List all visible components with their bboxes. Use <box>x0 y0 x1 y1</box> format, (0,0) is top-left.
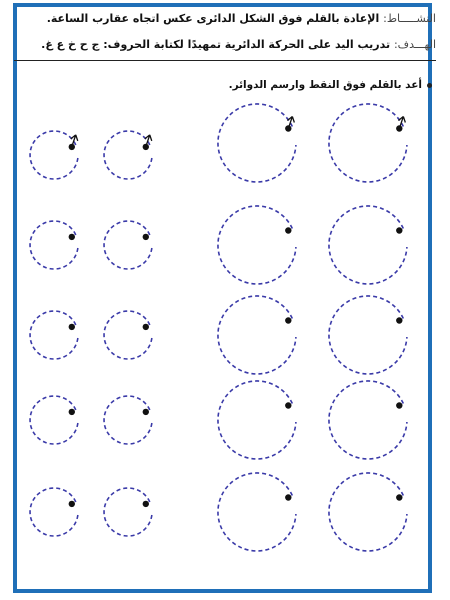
dashed-circle-path <box>104 221 152 269</box>
start-dot-icon <box>285 402 291 408</box>
tracing-circle[interactable] <box>104 488 152 536</box>
dashed-circle-path <box>30 488 78 536</box>
start-dot-icon <box>285 227 291 233</box>
tracing-circle[interactable] <box>104 396 152 444</box>
tracing-circle[interactable] <box>30 311 78 359</box>
dashed-circle-path <box>30 311 78 359</box>
dashed-circle-path <box>329 381 407 459</box>
tracing-circle[interactable] <box>104 131 152 179</box>
dashed-circle-path <box>104 311 152 359</box>
dashed-circle-path <box>329 104 407 182</box>
tracing-circle[interactable] <box>329 206 407 284</box>
tracing-circle[interactable] <box>218 473 296 551</box>
goal-text: تدريب اليد على الحركة الدائرية تمهيدًا لكتابة الحروف: ج ح خ ع غ. <box>41 38 391 51</box>
tracing-circle[interactable] <box>329 104 407 182</box>
start-dot-icon <box>143 234 149 240</box>
start-dot-icon <box>69 234 75 240</box>
start-dot-icon <box>285 317 291 323</box>
tracing-circle[interactable] <box>329 473 407 551</box>
start-dot-icon <box>396 494 402 500</box>
tracing-circle[interactable] <box>30 221 78 269</box>
tracing-circle[interactable] <box>104 221 152 269</box>
dashed-circle-path <box>218 206 296 284</box>
dashed-circle-path <box>104 488 152 536</box>
tracing-circle[interactable] <box>329 296 407 374</box>
tracing-circle[interactable] <box>329 381 407 459</box>
instruction-text: أعد بالقلم فوق النقط وارسم الدوائر. <box>228 79 422 91</box>
start-dot-icon <box>285 494 291 500</box>
start-dot-icon <box>396 227 402 233</box>
dashed-circle-path <box>329 206 407 284</box>
start-dot-icon <box>143 501 149 507</box>
dashed-circle-path <box>218 473 296 551</box>
dashed-circle-path <box>218 296 296 374</box>
tracing-circle[interactable] <box>218 296 296 374</box>
dashed-circle-path <box>30 221 78 269</box>
tracing-circle[interactable] <box>218 206 296 284</box>
tracing-circle[interactable] <box>104 311 152 359</box>
start-dot-icon <box>69 409 75 415</box>
start-dot-icon <box>143 324 149 330</box>
tracing-circle[interactable] <box>218 104 296 182</box>
goal-label: الهـــدف: <box>393 38 436 51</box>
tracing-circle[interactable] <box>30 488 78 536</box>
start-dot-icon <box>396 402 402 408</box>
tracing-circle[interactable] <box>30 396 78 444</box>
dashed-circle-path <box>329 473 407 551</box>
activity-label: النشـــــاط: <box>383 12 436 25</box>
dashed-circle-path <box>329 296 407 374</box>
start-dot-icon <box>69 501 75 507</box>
dashed-circle-path <box>104 396 152 444</box>
dashed-circle-path <box>218 381 296 459</box>
tracing-circle[interactable] <box>30 131 78 179</box>
start-dot-icon <box>396 317 402 323</box>
start-dot-icon <box>143 409 149 415</box>
tracing-circle[interactable] <box>218 381 296 459</box>
dashed-circle-path <box>30 396 78 444</box>
activity-text: الإعادة بالقلم فوق الشكل الدائرى عكس اتجاه عقارب الساعة. <box>46 12 380 25</box>
dashed-circle-path <box>218 104 296 182</box>
start-dot-icon <box>69 324 75 330</box>
